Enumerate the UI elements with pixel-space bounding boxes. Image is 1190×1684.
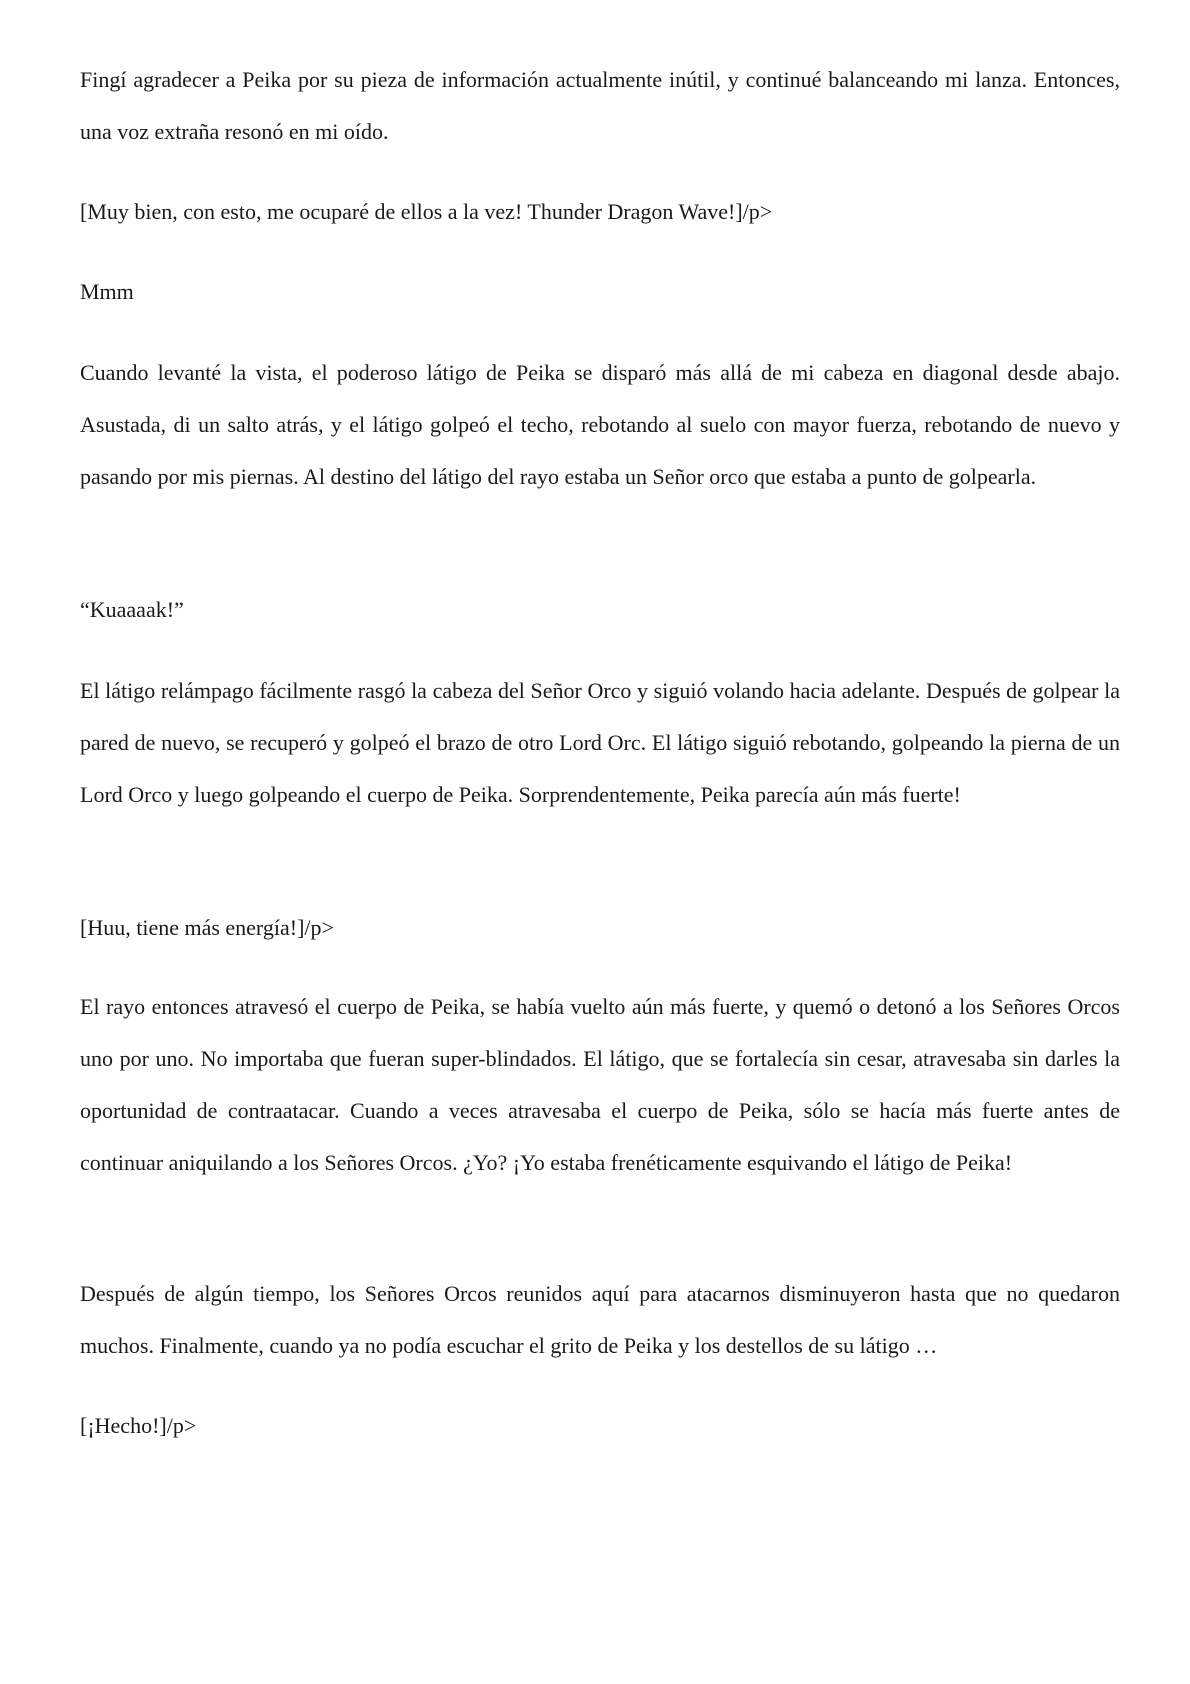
- paragraph-dialogue-1: [Muy bien, con esto, me ocuparé de ellos a la vez! Thunder Dragon Wave!]/p>: [80, 199, 773, 224]
- paragraph-dialogue-2: [Huu, tiene más energía!]/p>: [80, 915, 334, 940]
- paragraph-scream: “Kuaaaak!”: [80, 597, 184, 622]
- paragraph-narration-3: El látigo relámpago fácilmente rasgó la cabeza del Señor Orco y siguió volando hacia adelante. Después de golpear la pared de nuevo, se recuperó y golpeó el brazo de otro Lord Orc. El látigo siguió rebotando, golpeando la pierna de un Lord Orco y luego golpeando el cuerpo de Peika. Sorprendentemente, Peika parecía aún más fuerte!: [80, 678, 1120, 807]
- paragraph-narration-4: El rayo entonces atravesó el cuerpo de Peika, se había vuelto aún más fuerte, y quemó o detonó a los Señores Orcos uno por uno. No importaba que fueran super-blindados. El látigo, que se fortalecía sin cesar, atravesaba sin darles la oportunidad de contraatacar. Cuando a veces atravesaba el cuerpo de Peika, sólo se hacía más fuerte antes de continuar aniquilando a los Señores Orcos. ¿Yo? ¡Yo estaba frenéticamente esquivando el látigo de Peika!: [80, 994, 1120, 1175]
- paragraph-interjection: Mmm: [80, 279, 134, 304]
- paragraph-narration-5: Después de algún tiempo, los Señores Orcos reunidos aquí para atacarnos disminuyeron hasta que no quedaron muchos. Finalmente, cuando ya no podía escuchar el grito de Peika y los destellos de su látigo …: [80, 1281, 1120, 1358]
- paragraph-narration-1: Fingí agradecer a Peika por su pieza de información actualmente inútil, y continué balanceando mi lanza. Entonces, una voz extraña resonó en mi oído.: [80, 67, 1120, 144]
- paragraph-narration-2: Cuando levanté la vista, el poderoso látigo de Peika se disparó más allá de mi cabeza en diagonal desde abajo. Asustada, di un salto atrás, y el látigo golpeó el techo, rebotando al suelo con mayor fuerza, rebotando de nuevo y pasando por mis piernas. Al destino del látigo del rayo estaba un Señor orco que estaba a punto de golpearla.: [80, 360, 1120, 489]
- paragraph-dialogue-3: [¡Hecho!]/p>: [80, 1413, 197, 1438]
